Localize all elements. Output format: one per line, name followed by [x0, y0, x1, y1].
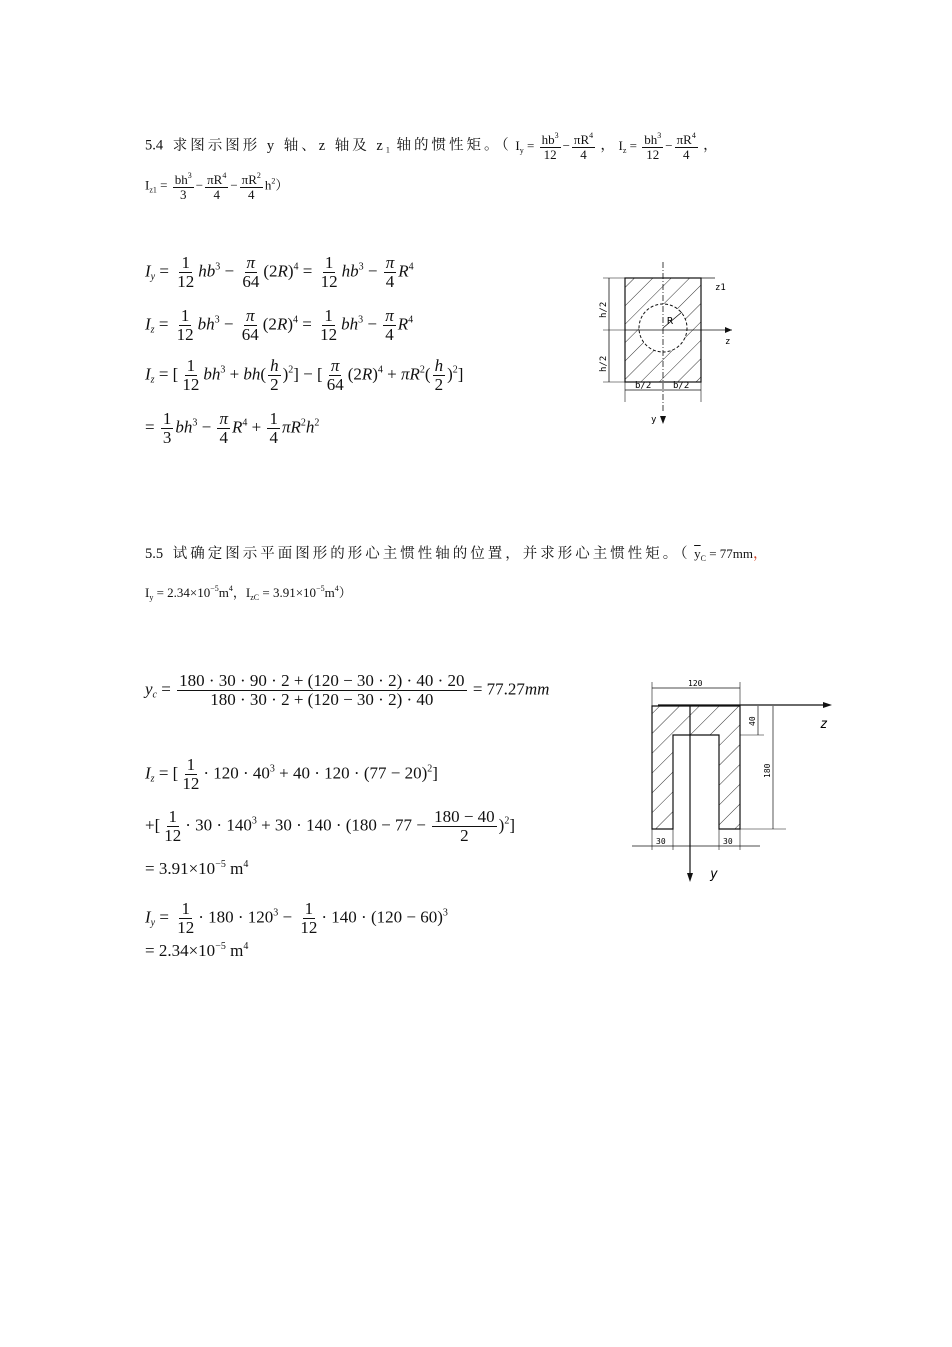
symbol: I — [515, 137, 520, 153]
numerator: πR — [241, 172, 257, 187]
paren: ） — [338, 585, 352, 600]
separator: ， — [703, 137, 718, 154]
label-y: y — [651, 415, 657, 425]
subscript: z — [622, 145, 627, 155]
subscript: y — [149, 593, 154, 602]
formula-yc: $y_c$ = $\frac{180 \cdot 30 \cdot 90 \cdot 2 + (120 - 30 \cdot 2) \cdot 40 \cdot 20}{180 \cdot 30 \cdot 2 + (120 - 30 \cdot 2) \cdot 40}$ = 77.27mm — [145, 671, 550, 709]
problem-5-5-statement — [145, 542, 768, 563]
answer-inertia: $I_y = 2.34\times 10^{-5}m^4$，$I_{zC} = 3.91\times 10^{-5}m^4$） — [145, 584, 352, 602]
value: = 77mm — [709, 546, 754, 561]
numerator: 180 − 40 — [434, 807, 495, 826]
label-z: z — [725, 337, 731, 347]
dim-120: 120 — [688, 679, 703, 688]
symbol: h — [264, 177, 272, 193]
denominator: 4 — [580, 146, 587, 162]
problem-text: 求图示图形 y 轴、z 轴及 z — [172, 137, 386, 154]
dim-40: 40 — [748, 716, 757, 726]
term: · 180 · 120 — [198, 907, 274, 927]
term: · 140 · (120 − 60) — [321, 907, 443, 927]
figure-rect-with-hole — [595, 262, 755, 432]
symbol: I — [618, 137, 623, 153]
numerator: 180 · 30 · 90 · 2 + (120 − 30 · 2) · 40 · 20 — [179, 671, 465, 690]
separator: ，I — [232, 585, 251, 600]
answer-iz1: $I_{z1}$ = $\frac{bh^3}{3}$ − $\frac{\pi R^4}{4}$ − $\frac{\pi R^2}{4}$ $h^2$） — [145, 171, 289, 202]
answer-iy: $I_y$ = $\frac{hb^3}{12}$ − $\frac{\pi R^4}{4}$ — [515, 131, 594, 162]
fraction: $\frac{hb^3}{12}$ — [541, 131, 559, 162]
fraction: $\frac{\pi R^2}{4}$ — [241, 171, 261, 202]
term: · 30 · 140 — [185, 815, 252, 835]
numerator: bh — [644, 132, 658, 147]
formula-iy-55: $I_y$ = $\frac{1}{12}$ · $180 \cdot 120^3$ − $\frac{1}{12}$ · $140 \cdot (120 - 60)^3$ — [145, 899, 448, 937]
exponent: −5 — [215, 941, 226, 952]
unit: m — [324, 585, 335, 600]
term: · 120 · 40 — [203, 763, 270, 783]
answer-yc — [694, 546, 753, 561]
numerator: πR — [207, 172, 223, 187]
subscript: y — [519, 145, 524, 155]
symbol: $\overline{y}$ — [694, 546, 701, 561]
numerator: πR — [573, 132, 590, 147]
label-h2-top: h/2 — [599, 301, 609, 318]
paren: ） — [275, 177, 289, 193]
fraction: $\frac{\pi R^4}{4}$ — [207, 171, 227, 202]
symbol: I — [145, 177, 150, 193]
denominator: 180 · 30 · 2 + (120 − 30 · 2) · 40 — [210, 689, 434, 709]
fraction: $\frac{bh^3}{3}$ — [174, 171, 192, 202]
value: = 2.34×10 — [145, 941, 216, 960]
problem-text: 试确定图示平面图形的形心主惯性轴的位置，并求形心主惯性矩。（ — [172, 546, 691, 562]
denominator: 4 — [682, 146, 690, 162]
numerator: hb — [541, 132, 555, 147]
label-R: R — [667, 316, 674, 327]
unit: mm — [524, 679, 550, 699]
label-z1: z1 — [715, 283, 726, 293]
value: = 3.91×10 — [145, 859, 216, 878]
problem-number: 5.5 — [145, 546, 164, 562]
label-b2-right: b/2 — [673, 381, 690, 391]
subscript: C — [700, 554, 706, 563]
term: + 40 · 120 · (77 − 20) — [274, 763, 428, 783]
problem-5-4-statement — [145, 132, 718, 161]
denominator: 3 — [180, 186, 187, 202]
formula-iz1: $I_z$ = [ $\frac{1}{12}$ $bh^3 + bh$( $\frac{h}{2}$ )$^2$] − [ $\frac{\pi}{64}$ $(2R)^4 + \pi R^2$( $\frac{h}{2}$ )$^2$] — [145, 356, 464, 394]
label-b2-left: b/2 — [635, 381, 652, 391]
channel-shape — [652, 706, 740, 829]
value: = 2.34×10 — [156, 585, 211, 600]
fraction: $\frac{\pi R^4}{4}$ — [676, 131, 696, 162]
formula-iz-55-b: +[ $\frac{1}{12}$ · $30 \cdot 140^3 + 30 \cdot 140 \cdot (180 - 77$ − $\frac{180 - 40}{2}$ )$^2$] — [145, 807, 516, 845]
separator: ， — [600, 137, 615, 154]
denominator: 4 — [213, 186, 220, 202]
problem-text-end: 轴的惯性矩。（ — [389, 137, 512, 154]
dim-30-left: 30 — [656, 837, 666, 846]
exponent: −5 — [215, 859, 226, 870]
denominator: 2 — [460, 825, 469, 845]
numerator: bh — [174, 172, 188, 187]
formula-iz1-result: = $\frac{1}{3}$ $bh^3$ − $\frac{\pi}{4}$ $R^4$ + $\frac{1}{4}$ $\pi R^2h^2$ — [145, 409, 320, 447]
value: = 3.91×10 — [262, 585, 317, 600]
denominator: 12 — [543, 146, 557, 162]
formula-iz-55: $I_z$ = [ $\frac{1}{12}$ · $120 \cdot 40^3 + 40 \cdot 120 \cdot (77 - 20)^2$] — [145, 755, 438, 793]
denominator: 4 — [248, 186, 255, 202]
subscript: 1 — [385, 145, 390, 155]
label-h2-bottom: h/2 — [599, 355, 609, 372]
figure-channel-section — [628, 678, 838, 888]
fraction: $\frac{\pi R^4}{4}$ — [573, 131, 594, 162]
result-iy-55: = $2.34\times 10^{-5}$ $m^4$ — [145, 941, 249, 960]
numerator: πR — [676, 132, 692, 147]
symbol: I — [145, 585, 150, 600]
label-z: z — [820, 717, 828, 732]
dim-180: 180 — [763, 763, 772, 778]
problem-number: 5.4 — [145, 137, 164, 154]
result: = 77.27 — [472, 679, 525, 699]
formula-iy: $I_y$ = $\frac{1}{12}$ $hb^3$ − $\frac{\pi}{64}$ $(2R)^4$ = $\frac{1}{12}$ $hb^3$ − $\frac{\pi}{4}$ $R^4$ — [145, 253, 414, 291]
term: + 30 · 140 · (180 − 77 − — [256, 815, 426, 835]
label-y: y — [710, 867, 718, 882]
subscript: zC — [250, 593, 260, 602]
fraction: $\frac{bh^3}{12}$ — [644, 131, 662, 162]
separator: ， — [753, 546, 768, 562]
result-iz-55: = $3.91\times 10^{-5}$ $m^4$ — [145, 859, 249, 878]
denominator: 12 — [646, 146, 660, 162]
unit: m — [218, 585, 229, 600]
subscript: z1 — [149, 185, 157, 195]
exponent: −5 — [316, 584, 325, 593]
dim-30-right: 30 — [723, 837, 733, 846]
answer-iz: $I_z$ = $\frac{bh^3}{12}$ − $\frac{\pi R^4}{4}$ — [618, 131, 696, 162]
exponent: −5 — [210, 584, 219, 593]
formula-iz: $I_z$ = $\frac{1}{12}$ $bh^3$ − $\frac{\pi}{64}$ $(2R)^4$ = $\frac{1}{12}$ $bh^3$ − $\frac{\pi}{4}$ $R^4$ — [145, 306, 414, 344]
